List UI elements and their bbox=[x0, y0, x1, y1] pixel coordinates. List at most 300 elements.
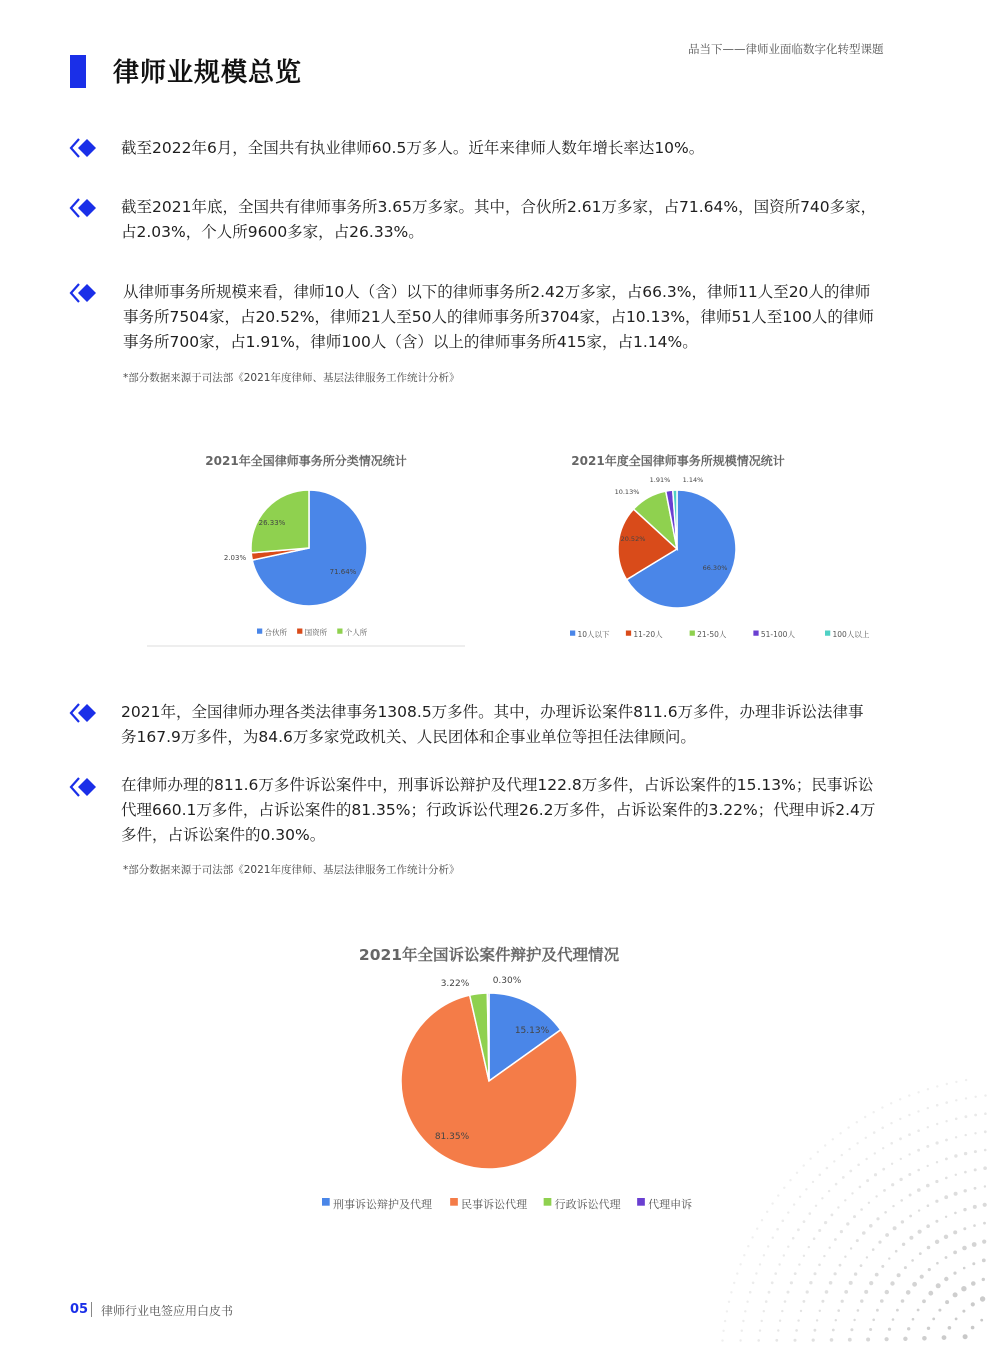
decor-dot bbox=[936, 1262, 939, 1265]
decor-dot bbox=[849, 1170, 852, 1173]
decor-dot bbox=[876, 1217, 879, 1220]
decor-dot bbox=[814, 1272, 817, 1275]
decor-dot bbox=[954, 1192, 958, 1196]
decor-dot bbox=[744, 1310, 746, 1312]
decor-dot bbox=[908, 1114, 910, 1116]
decor-dot bbox=[908, 1153, 910, 1155]
decor-dot bbox=[945, 1300, 949, 1304]
decor-dot bbox=[849, 1281, 853, 1285]
decor-dot bbox=[917, 1309, 920, 1312]
decor-dot bbox=[844, 1290, 848, 1294]
decor-dot bbox=[945, 1101, 948, 1104]
paragraph-firm-scale: 从律师事务所规模来看，律师10人（含）以下的律师事务所2.42万多家，占66.3%，律师11人至20人的律师事务所7504家，占20.52%，律师21人至50人的律师事务所3704家，占10.13%，律师51人至100人的律师事务所700家，占1.91%，律师100人（含）以上的律师事务所415家，占1.14%。 bbox=[123, 283, 874, 351]
decor-dot bbox=[743, 1254, 745, 1256]
decor-dot bbox=[955, 1174, 957, 1176]
decor-dot bbox=[899, 1098, 901, 1100]
decor-dot bbox=[965, 1097, 967, 1099]
decor-dot bbox=[721, 1339, 723, 1341]
legend-swatch bbox=[322, 1198, 330, 1206]
decor-dot bbox=[841, 1154, 843, 1156]
decor-dot bbox=[842, 1176, 845, 1179]
decor-dot bbox=[974, 1132, 976, 1134]
decor-dot bbox=[946, 1083, 948, 1085]
paragraph-lawyers: 截至2022年6月，全国共有执业律师60.5万多人。近年来律师人数年增长率达10%。 bbox=[121, 139, 705, 157]
decor-dot bbox=[796, 1172, 798, 1174]
decor-dot bbox=[942, 1335, 947, 1340]
diamond-bullet-icon bbox=[70, 282, 100, 304]
decor-dot bbox=[908, 1173, 911, 1176]
decor-dot bbox=[866, 1179, 869, 1182]
decor-dot bbox=[891, 1163, 893, 1165]
decor-dot bbox=[815, 1205, 817, 1207]
decor-dot bbox=[955, 1099, 957, 1101]
decor-dot bbox=[841, 1300, 844, 1303]
header-tag: 品当下——律师业面临数字化转型课题 bbox=[688, 42, 884, 56]
decor-dot bbox=[917, 1188, 921, 1192]
decor-dot bbox=[953, 1230, 957, 1234]
decor-dot bbox=[747, 1245, 749, 1247]
decor-dot bbox=[963, 1227, 966, 1230]
decor-dot bbox=[857, 1164, 860, 1167]
decor-dot bbox=[926, 1184, 930, 1188]
decor-dot bbox=[904, 1266, 907, 1269]
decor-dot bbox=[722, 1330, 724, 1332]
decor-dot bbox=[945, 1177, 948, 1180]
legend-swatch bbox=[297, 629, 302, 634]
decor-dot bbox=[983, 1203, 987, 1207]
decor-dot bbox=[936, 1104, 939, 1107]
decor-dot bbox=[799, 1196, 801, 1198]
decor-dot bbox=[896, 1309, 899, 1312]
decor-dot bbox=[812, 1181, 814, 1183]
decor-dot bbox=[878, 1241, 881, 1244]
decor-dot bbox=[872, 1248, 875, 1251]
decor-dot bbox=[834, 1272, 837, 1275]
decor-dot bbox=[809, 1281, 812, 1284]
decor-dot bbox=[814, 1329, 817, 1332]
decor-dot bbox=[888, 1257, 890, 1259]
decor-dot bbox=[844, 1256, 846, 1258]
decor-dot bbox=[955, 1318, 958, 1321]
decor-dot bbox=[847, 1126, 849, 1128]
decor-dot bbox=[961, 1286, 966, 1291]
decor-dot bbox=[899, 1137, 902, 1140]
decor-dot bbox=[797, 1228, 800, 1231]
decor-dot bbox=[840, 1230, 843, 1233]
decor-dot bbox=[945, 1256, 948, 1259]
decor-dot bbox=[954, 1212, 957, 1215]
decor-dot bbox=[772, 1237, 774, 1239]
decor-dot bbox=[825, 1290, 829, 1294]
decor-dot bbox=[971, 1326, 975, 1330]
decor-dot bbox=[835, 1319, 837, 1321]
decor-dot bbox=[821, 1197, 823, 1199]
decor-dot bbox=[856, 1239, 859, 1242]
decor-dot bbox=[980, 1296, 985, 1301]
legend-label: 个人所 bbox=[344, 628, 368, 637]
decor-dot bbox=[831, 1214, 834, 1217]
decor-dot bbox=[761, 1320, 763, 1322]
decor-dot bbox=[759, 1329, 761, 1331]
legend-label: 21-50人 bbox=[697, 630, 727, 639]
paragraph-litigation: 在律师办理的811.6万多件诉讼案件中，刑事诉讼辩护及代理122.8万多件，占诉讼案件的15.13%；民事诉讼代理660.1万多件，占诉讼案件的81.35%；行政诉讼代理26.2万多件，占诉讼案件的3.22%；代理申诉2.4万多件，占诉讼案件的0.30%。 bbox=[121, 776, 876, 844]
decor-dot bbox=[787, 1211, 789, 1213]
decor-dot bbox=[853, 1319, 855, 1321]
decor-dot bbox=[885, 1290, 889, 1294]
decor-dot bbox=[859, 1186, 862, 1189]
decor-dot bbox=[724, 1320, 726, 1322]
decor-dot bbox=[830, 1338, 834, 1342]
decor-dot bbox=[917, 1091, 919, 1093]
decor-dot bbox=[767, 1245, 769, 1247]
decor-dot bbox=[944, 1235, 948, 1239]
decor-dot bbox=[974, 1150, 977, 1153]
decor-dot bbox=[868, 1202, 870, 1204]
decor-dot bbox=[819, 1310, 821, 1312]
decor-dot bbox=[936, 1283, 941, 1288]
decor-dot bbox=[935, 1240, 939, 1244]
decor-dot bbox=[885, 1337, 889, 1341]
data-label: 71.64% bbox=[329, 568, 357, 576]
decor-dot bbox=[895, 1250, 898, 1253]
diamond-bullet-icon bbox=[70, 702, 100, 724]
decor-dot bbox=[848, 1148, 850, 1150]
decor-dot bbox=[833, 1160, 835, 1162]
decor-dot bbox=[782, 1220, 785, 1223]
decor-dot bbox=[917, 1129, 920, 1132]
decor-dot bbox=[875, 1273, 879, 1277]
decor-dot bbox=[746, 1301, 748, 1303]
decor-dot bbox=[829, 1247, 831, 1249]
chart-litigation bbox=[300, 938, 693, 1228]
source-note: *部分数据来源于司法部《2021年度律师、基层法律服务工作统计分析》 bbox=[123, 864, 460, 876]
decor-dot bbox=[884, 1211, 887, 1214]
legend-swatch bbox=[570, 631, 575, 636]
decor-dot bbox=[888, 1328, 891, 1331]
decor-dot bbox=[881, 1106, 883, 1108]
decor-dot bbox=[794, 1339, 797, 1342]
decor-dot bbox=[778, 1263, 780, 1265]
decor-dot bbox=[965, 1134, 967, 1136]
decor-dot bbox=[749, 1291, 752, 1294]
decor-dot bbox=[846, 1222, 849, 1225]
data-label: 1.91% bbox=[649, 476, 671, 484]
decor-dot bbox=[790, 1281, 793, 1284]
decor-dot bbox=[964, 1189, 967, 1192]
decor-dot bbox=[777, 1194, 779, 1196]
decor-dot bbox=[936, 1141, 939, 1144]
decor-dot bbox=[795, 1329, 798, 1332]
decor-dot bbox=[971, 1281, 976, 1286]
decor-dot bbox=[817, 1151, 819, 1153]
diamond-bullet-icon bbox=[70, 776, 100, 798]
decor-dot bbox=[890, 1142, 893, 1145]
decor-dot bbox=[908, 1094, 910, 1096]
decor-dot bbox=[982, 1278, 985, 1281]
decor-dot bbox=[726, 1310, 728, 1312]
decor-dot bbox=[728, 1301, 730, 1303]
decor-dot bbox=[736, 1272, 738, 1274]
decor-dot bbox=[890, 1122, 892, 1124]
decor-dot bbox=[984, 1112, 987, 1115]
decor-dot bbox=[963, 1334, 968, 1339]
decor-dot bbox=[873, 1111, 875, 1113]
decor-dot bbox=[821, 1300, 824, 1303]
decor-dot bbox=[733, 1282, 735, 1284]
decor-dot bbox=[917, 1169, 920, 1172]
decor-dot bbox=[866, 1256, 868, 1258]
decor-dot bbox=[982, 1240, 986, 1244]
decor-dot bbox=[866, 1338, 870, 1342]
decor-dot bbox=[984, 1094, 986, 1096]
decor-dot bbox=[955, 1081, 957, 1083]
decor-dot bbox=[874, 1173, 877, 1176]
diamond-bullet-icon bbox=[70, 197, 100, 219]
legend-swatch bbox=[257, 629, 262, 634]
data-label: 66.30% bbox=[702, 564, 728, 572]
decor-dot bbox=[963, 1267, 966, 1270]
legend-swatch bbox=[753, 631, 758, 636]
paragraph-legal-affairs: 2021年，全国律师办理各类法律事务1308.5万多件。其中，办理诉讼案件811.6万多件，办理非诉讼法律事务167.9万多件，为84.6万多家党政机关、人民团体和企事业单位等担任法律顾问。 bbox=[121, 703, 864, 746]
decor-dot bbox=[912, 1318, 915, 1321]
decor-dot bbox=[927, 1107, 929, 1109]
decor-dot bbox=[880, 1299, 884, 1303]
legend-label: 行政诉讼代理 bbox=[554, 1198, 621, 1211]
decor-dot bbox=[892, 1318, 895, 1321]
decor-dot bbox=[761, 1219, 763, 1221]
decor-dot bbox=[964, 1152, 967, 1155]
decor-dot bbox=[865, 1158, 867, 1160]
decor-dot bbox=[856, 1121, 858, 1123]
decor-dot bbox=[766, 1211, 768, 1213]
title-accent-bar bbox=[70, 55, 86, 88]
decor-dot bbox=[944, 1277, 948, 1281]
decor-dot bbox=[953, 1292, 958, 1297]
footer-title: 律师行业电签应用白皮书 bbox=[101, 1304, 234, 1318]
decor-dot bbox=[955, 1118, 958, 1121]
decor-dot bbox=[828, 1190, 830, 1192]
decor-dot bbox=[800, 1310, 802, 1312]
decor-dot bbox=[803, 1164, 805, 1166]
decor-dot bbox=[912, 1282, 917, 1287]
decor-dot bbox=[917, 1110, 919, 1112]
decor-dot bbox=[741, 1330, 743, 1332]
decor-dot bbox=[818, 1229, 821, 1232]
decor-dot bbox=[853, 1215, 856, 1218]
decor-dot bbox=[763, 1310, 765, 1312]
decor-dot bbox=[806, 1290, 809, 1293]
legend-label: 民事诉讼代理 bbox=[461, 1198, 528, 1211]
decor-dot bbox=[962, 1310, 965, 1313]
decor-dot bbox=[834, 1238, 837, 1241]
decor-dot bbox=[860, 1208, 863, 1211]
decor-dot bbox=[906, 1290, 911, 1295]
decor-dot bbox=[862, 1231, 866, 1235]
decor-dot bbox=[926, 1145, 929, 1148]
decor-dot bbox=[774, 1272, 777, 1275]
paragraph-firms: 截至2021年底，全国共有律师事务所3.65万多家。其中，合伙所2.61万多家，占71.64%，国资所740多家，占2.03%，个人所9600多家，占26.33%。 bbox=[121, 198, 877, 241]
footer-divider bbox=[91, 1302, 92, 1317]
data-label: 2.03% bbox=[223, 554, 247, 562]
decor-dot bbox=[962, 1246, 967, 1251]
decor-dot bbox=[798, 1263, 800, 1265]
decor-dot bbox=[783, 1187, 785, 1189]
decor-dot bbox=[927, 1088, 929, 1090]
decor-dot bbox=[851, 1192, 853, 1194]
decor-dot bbox=[756, 1228, 758, 1230]
decor-dot bbox=[973, 1205, 977, 1209]
decor-dot bbox=[882, 1168, 885, 1171]
decor-dot bbox=[984, 1185, 986, 1187]
decor-dot bbox=[927, 1165, 929, 1167]
decor-dot bbox=[875, 1195, 877, 1197]
decor-dot bbox=[763, 1254, 765, 1256]
decor-dot bbox=[803, 1220, 806, 1223]
legend-swatch bbox=[825, 631, 830, 636]
data-label: 3.22% bbox=[440, 979, 470, 989]
decor-dot bbox=[837, 1309, 840, 1312]
decor-dot bbox=[922, 1336, 927, 1341]
decor-dot bbox=[908, 1133, 911, 1136]
decor-dot bbox=[829, 1281, 833, 1285]
decor-dot bbox=[881, 1127, 884, 1130]
decor-dot bbox=[909, 1236, 913, 1240]
data-label: 1.14% bbox=[682, 476, 704, 484]
decor-dot bbox=[873, 1131, 876, 1134]
legend-swatch bbox=[690, 631, 695, 636]
decor-dot bbox=[935, 1180, 938, 1183]
legend-label: 100人以上 bbox=[832, 630, 870, 639]
decor-dot bbox=[890, 1281, 894, 1285]
decor-dot bbox=[945, 1139, 948, 1142]
legend-label: 代理申诉 bbox=[648, 1198, 693, 1211]
decor-dot bbox=[972, 1242, 977, 1247]
decor-dot bbox=[789, 1179, 791, 1181]
decor-dot bbox=[874, 1152, 876, 1154]
decor-dot bbox=[881, 1265, 884, 1268]
decor-dot bbox=[900, 1158, 902, 1160]
decor-dot bbox=[935, 1220, 938, 1223]
decor-dot bbox=[759, 1263, 761, 1265]
decor-dot bbox=[903, 1337, 907, 1341]
decor-dot bbox=[927, 1327, 930, 1330]
decor-dot bbox=[783, 1254, 785, 1256]
decor-dot bbox=[883, 1189, 886, 1192]
legend-label: 合伙所 bbox=[264, 628, 287, 637]
decor-dot bbox=[974, 1168, 977, 1171]
decor-dot bbox=[936, 1161, 938, 1163]
legend-swatch bbox=[626, 631, 631, 636]
decor-dot bbox=[928, 1291, 933, 1296]
decor-dot bbox=[824, 1144, 826, 1146]
decor-dot bbox=[953, 1272, 956, 1275]
decor-dot bbox=[856, 1142, 858, 1144]
decor-dot bbox=[971, 1302, 975, 1306]
decor-dot bbox=[832, 1138, 834, 1140]
decor-dot bbox=[839, 1132, 841, 1134]
diamond-bullet-icon bbox=[70, 137, 100, 159]
decor-dot bbox=[935, 1200, 938, 1203]
decor-dot bbox=[909, 1215, 912, 1218]
decor-dot bbox=[899, 1118, 901, 1120]
decor-dot bbox=[974, 1187, 977, 1190]
decor-dot bbox=[739, 1339, 741, 1341]
legend-label: 刑事诉讼辩护及代理 bbox=[333, 1198, 432, 1211]
decor-dot bbox=[917, 1149, 920, 1152]
decor-dot bbox=[975, 1096, 977, 1098]
decor-dot bbox=[872, 1319, 875, 1322]
decor-dot bbox=[742, 1320, 744, 1322]
decor-dot bbox=[984, 1149, 987, 1152]
decor-dot bbox=[893, 1226, 897, 1230]
data-label: 81.35% bbox=[434, 1132, 470, 1142]
decor-dot bbox=[739, 1263, 741, 1265]
decor-dot bbox=[983, 1222, 986, 1225]
decor-dot bbox=[902, 1243, 905, 1246]
legend-label: 51-100人 bbox=[760, 630, 795, 639]
decor-dot bbox=[974, 1114, 977, 1117]
decor-dot bbox=[823, 1255, 825, 1257]
legend-label: 10人以下 bbox=[577, 630, 610, 639]
decor-dot bbox=[891, 1183, 894, 1186]
decor-dot bbox=[776, 1228, 779, 1231]
decor-dot bbox=[901, 1220, 904, 1223]
decor-dot bbox=[932, 1318, 935, 1321]
decor-dot bbox=[864, 1290, 868, 1294]
decor-dot bbox=[972, 1262, 975, 1265]
decor-dot bbox=[922, 1299, 926, 1303]
decor-dot bbox=[984, 1130, 987, 1133]
decor-dot bbox=[965, 1079, 967, 1081]
data-label: 26.33% bbox=[258, 519, 286, 527]
decor-dot bbox=[771, 1202, 773, 1204]
decor-dot bbox=[965, 1115, 968, 1118]
decor-dot bbox=[803, 1255, 805, 1257]
chart-title: 2021年全国诉讼案件辩护及代理情况 bbox=[358, 946, 620, 964]
decor-dot bbox=[730, 1291, 732, 1293]
decor-dot bbox=[963, 1208, 966, 1211]
decor-dot bbox=[955, 1136, 957, 1138]
legend-swatch bbox=[337, 629, 342, 634]
decor-dot bbox=[755, 1272, 757, 1274]
decor-dot bbox=[926, 1224, 930, 1228]
decor-dot bbox=[869, 1328, 872, 1331]
decor-dot bbox=[787, 1246, 789, 1248]
page-title: 律师业规模总览 bbox=[113, 58, 303, 88]
decor-dot bbox=[860, 1264, 863, 1267]
decor-dot bbox=[751, 1236, 753, 1238]
decor-dot bbox=[752, 1282, 755, 1285]
decor-dot bbox=[882, 1147, 884, 1149]
chart-firm-type bbox=[147, 445, 465, 650]
decor-dot bbox=[892, 1205, 894, 1207]
decor-dot bbox=[832, 1329, 835, 1332]
legend-swatch bbox=[637, 1198, 645, 1206]
decor-dot bbox=[765, 1300, 768, 1303]
decor-dot bbox=[928, 1268, 931, 1271]
legend-label: 国资所 bbox=[304, 628, 328, 637]
decor-dot bbox=[809, 1212, 812, 1215]
decor-dot bbox=[860, 1299, 863, 1302]
decor-dot bbox=[824, 1221, 827, 1224]
decor-dot bbox=[803, 1300, 806, 1303]
decor-dot bbox=[918, 1230, 922, 1234]
decor-dot bbox=[899, 1178, 902, 1181]
legend-swatch bbox=[544, 1198, 552, 1206]
decor-dot bbox=[768, 1291, 771, 1294]
page-number: 05 bbox=[70, 1302, 89, 1317]
chart-title: 2021年度全国律师事务所规模情况统计 bbox=[571, 454, 785, 468]
